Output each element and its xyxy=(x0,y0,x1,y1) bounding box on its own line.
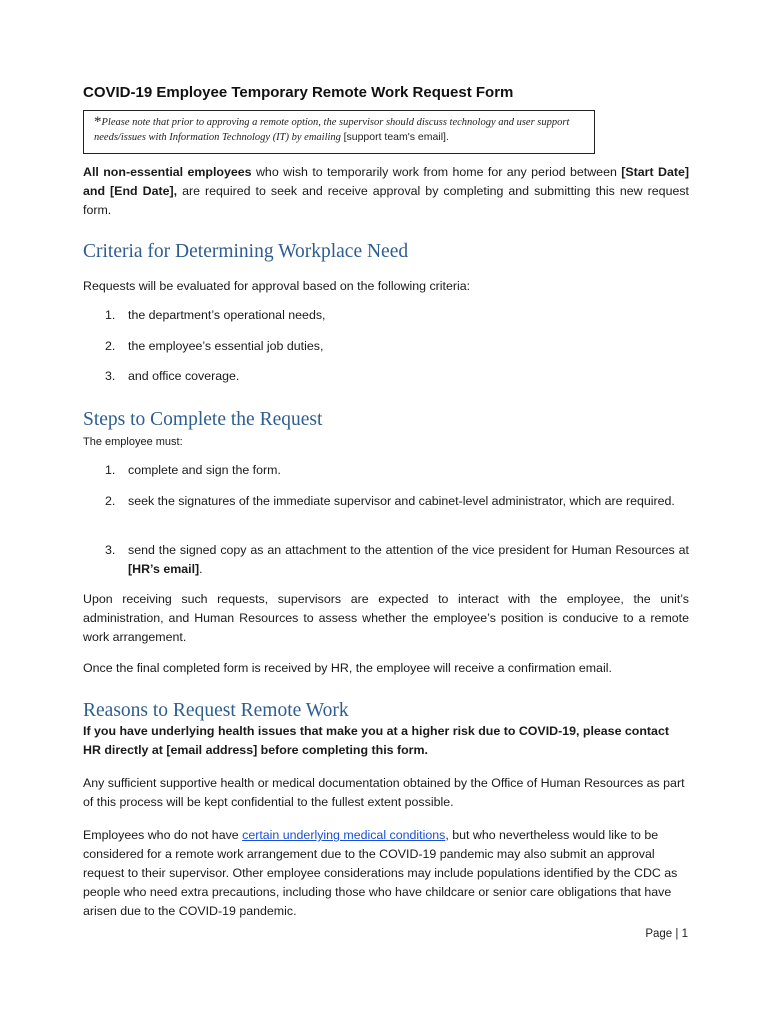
criteria-item-text: the employee’s essential job duties, xyxy=(128,339,324,353)
list-number: 2. xyxy=(105,494,116,508)
hr-email: [HR’s email] xyxy=(128,562,200,576)
criteria-item-text: and office coverage. xyxy=(128,369,240,383)
step-item xyxy=(83,492,689,511)
page-title: COVID-19 Employee Temporary Remote Work Request Form xyxy=(83,84,514,101)
footer-page-label: Page xyxy=(645,928,673,940)
step-item xyxy=(83,541,689,579)
intro-bold-dates: [Start Date] and [End Date], xyxy=(83,165,690,198)
footer-separator: | xyxy=(675,928,679,940)
upon-paragraph: Upon receiving such requests, supervisors are expected to interact with the employee, the unit’s administration, and Human Resources to assess whether the employee’s position is conducive to a remote work arrangement. xyxy=(83,592,689,644)
note-support-email: [support team's email]. xyxy=(343,131,449,143)
confirmation-paragraph: Once the final completed form is received by HR, the employee will receive a confirmation email. xyxy=(83,661,612,675)
intro-bold-employees: All non-essential employees xyxy=(83,165,252,179)
step-item-tail: . xyxy=(199,562,203,576)
list-number: 1. xyxy=(105,463,116,477)
intro-text-1: who wish to temporarily work from home for any period between xyxy=(251,165,622,179)
step-item-text: seek the signatures of the immediate supervisor and cabinet-level administrator, which are required. xyxy=(128,494,675,508)
step-item-text: send the signed copy as an attachment to the attention of the vice president for Human Resources at xyxy=(128,543,689,557)
note-asterisk: * xyxy=(94,114,102,130)
criteria-item xyxy=(83,337,689,356)
medical-conditions-link[interactable]: certain underlying medical conditions xyxy=(242,828,446,842)
steps-intro: The employee must: xyxy=(83,436,183,448)
intro-text-2: are required to seek and receive approval by completing and submitting this new request form. xyxy=(83,184,689,217)
criteria-intro: Requests will be evaluated for approval based on the following criteria: xyxy=(83,279,471,293)
intro-paragraph xyxy=(83,163,689,220)
list-number: 1. xyxy=(105,308,116,322)
employees-paragraph xyxy=(83,826,689,921)
it-note-box xyxy=(83,110,595,154)
page-number: 1 xyxy=(681,928,688,940)
list-number: 3. xyxy=(105,369,116,383)
confidential-paragraph: Any sufficient supportive health or medical documentation obtained by the Office of Human Resources as part of this process will be kept confidential to the fullest extent possible. xyxy=(83,776,685,809)
page-footer xyxy=(645,928,688,940)
criteria-item xyxy=(83,367,689,386)
list-number: 2. xyxy=(105,339,116,353)
step-item xyxy=(83,461,689,480)
list-number: 3. xyxy=(105,543,116,557)
employees-text-before: Employees who do not have xyxy=(83,828,243,842)
criteria-heading: Criteria for Determining Workplace Need xyxy=(83,241,409,262)
reasons-heading: Reasons to Request Remote Work xyxy=(83,700,349,721)
health-warning: If you have underlying health issues that make you at a higher risk due to COVID-19, please contact HR directly at [email address] before completing this form. xyxy=(83,724,669,757)
steps-heading: Steps to Complete the Request xyxy=(83,409,323,430)
note-text: Please note that prior to approving a remote option, the supervisor should discuss technology and user support needs/issues with Information Technology (IT) by emailing xyxy=(94,117,570,143)
criteria-item xyxy=(83,306,689,325)
employees-text-after: , but who nevertheless would like to be considered for a remote work arrangement due to the COVID-19 pandemic may also submit an approval request to their supervisor. Other employee considerations may include populations identified by the CDC as people who need extra precautions, including those who have childcare or senior care obligations that have arisen due to the COVID-19 pandemic. xyxy=(83,828,678,918)
criteria-item-text: the department’s operational needs, xyxy=(128,308,326,322)
step-item-text: complete and sign the form. xyxy=(128,463,281,477)
